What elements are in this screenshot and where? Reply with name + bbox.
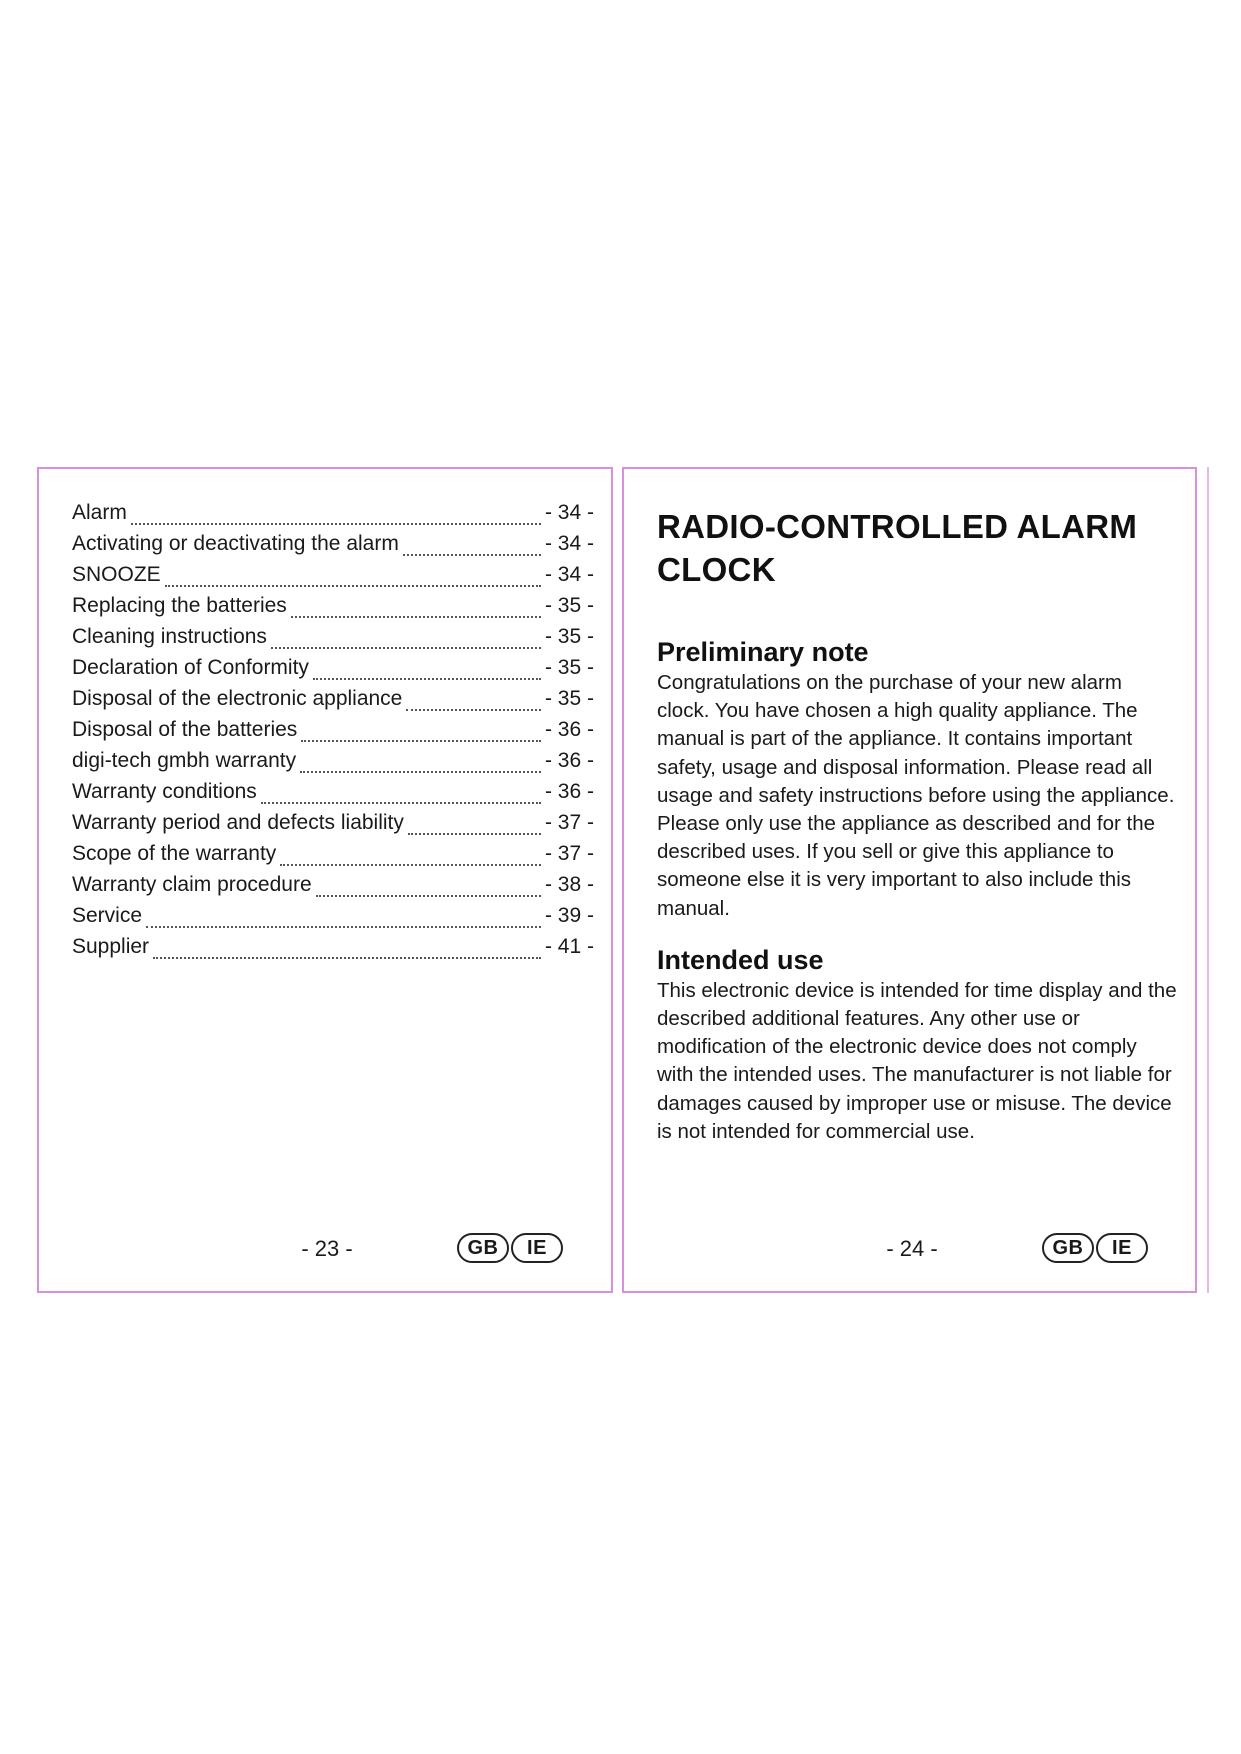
section-text-preliminary-note: Congratulations on the purchase of your new alarm clock. You have chosen a high quality appliance. The manual is part of the appliance. It contains important safety, usage and disposal information. Please read all usage and safety instructions before using the appliance. Please only use the appliance as described and for the described uses. If you sell or give this appliance to someone else it is very important to also include this manual.: [657, 671, 1175, 920]
toc-entry-page: - 38 -: [544, 873, 594, 896]
toc-entry-page: - 39 -: [544, 904, 594, 927]
toc-entry[interactable]: [72, 873, 594, 904]
toc-entry-page: - 37 -: [544, 842, 594, 865]
toc-entry-title: Disposal of the batteries: [72, 718, 298, 741]
toc-leader-dots: [408, 833, 541, 835]
toc-entry[interactable]: [72, 842, 594, 873]
country-badge-gb: GB: [457, 1233, 509, 1263]
toc-entry-title: Warranty conditions: [72, 780, 257, 803]
toc-leader-dots: [153, 957, 541, 959]
toc-leader-dots: [300, 771, 541, 773]
toc-entry-page: - 36 -: [544, 718, 594, 741]
toc-leader-dots: [271, 647, 541, 649]
page-footer: [39, 1233, 611, 1267]
toc-leader-dots: [146, 926, 541, 928]
toc-entry-page: - 41 -: [544, 935, 594, 958]
toc-entry-title: Alarm: [72, 501, 127, 524]
toc-entry-page: - 36 -: [544, 749, 594, 772]
toc-entry-page: - 37 -: [544, 811, 594, 834]
toc-leader-dots: [291, 616, 541, 618]
toc-entry[interactable]: [72, 935, 594, 966]
toc-leader-dots: [131, 523, 541, 525]
toc-entry[interactable]: [72, 718, 594, 749]
toc-entry-page: - 34 -: [544, 532, 594, 555]
toc-leader-dots: [403, 554, 541, 556]
toc-leader-dots: [301, 740, 541, 742]
toc-entry[interactable]: [72, 780, 594, 811]
toc-entry-page: - 35 -: [544, 687, 594, 710]
table-of-contents: [72, 501, 594, 966]
toc-entry[interactable]: [72, 563, 594, 594]
toc-entry-title: Warranty period and defects liability: [72, 811, 404, 834]
country-badges: [1042, 1233, 1148, 1263]
page-number: - 24 -: [886, 1236, 938, 1261]
country-badge-ie: IE: [511, 1233, 563, 1263]
toc-entry[interactable]: [72, 687, 594, 718]
toc-entry-title: Cleaning instructions: [72, 625, 267, 648]
toc-leader-dots: [165, 585, 541, 587]
toc-leader-dots: [261, 802, 541, 804]
toc-entry[interactable]: [72, 904, 594, 935]
toc-entry-page: - 35 -: [544, 625, 594, 648]
left-page: [37, 467, 613, 1293]
toc-entry-title: Scope of the warranty: [72, 842, 277, 865]
section-heading-intended-use: Intended use: [657, 944, 824, 975]
toc-entry-page: - 35 -: [544, 656, 594, 679]
toc-entry-title: Service: [72, 904, 143, 927]
toc-entry[interactable]: [72, 625, 594, 656]
country-badge-ie: IE: [1096, 1233, 1148, 1263]
toc-entry-page: - 35 -: [544, 594, 594, 617]
section-heading-preliminary-note: Preliminary note: [657, 637, 869, 667]
toc-entry[interactable]: [72, 811, 594, 842]
toc-entry[interactable]: [72, 749, 594, 780]
toc-entry-title: Declaration of Conformity: [72, 656, 309, 679]
toc-entry[interactable]: [72, 656, 594, 687]
country-badge-gb: GB: [1042, 1233, 1094, 1263]
toc-entry-title: SNOOZE: [72, 563, 161, 586]
toc-entry-title: Activating or deactivating the alarm: [72, 532, 399, 555]
toc-entry[interactable]: [72, 501, 594, 532]
toc-entry-page: - 36 -: [544, 780, 594, 803]
toc-entry-title: digi-tech gmbh warranty: [72, 749, 297, 772]
page-number: - 23 -: [301, 1236, 353, 1261]
toc-entry-title: Replacing the batteries: [72, 594, 287, 617]
section-text-intended-use: This electronic device is intended for time display and the described additional features. Any other use or modification of the electronic device does not comply with the intended uses. The manufacturer is not liable for damages caused by improper use or misuse. The device is not intended for commercial use.: [657, 978, 1177, 1143]
toc-entry-page: - 34 -: [544, 563, 594, 586]
page-footer: [624, 1233, 1195, 1267]
toc-entry[interactable]: [72, 594, 594, 625]
right-page: [622, 467, 1197, 1293]
toc-leader-dots: [406, 709, 541, 711]
toc-entry-page: - 34 -: [544, 501, 594, 524]
page-content: [657, 505, 1177, 1146]
toc-entry-title: Supplier: [72, 935, 150, 958]
next-page-edge: [1207, 467, 1209, 1293]
toc-entry-title: Disposal of the electronic appliance: [72, 687, 403, 710]
toc-entry[interactable]: [72, 532, 594, 563]
country-badges: [457, 1233, 563, 1263]
document-title: RADIO-CONTROLLED ALARM CLOCK: [657, 508, 1138, 588]
toc-leader-dots: [313, 678, 541, 680]
toc-leader-dots: [316, 895, 541, 897]
toc-entry-title: Warranty claim procedure: [72, 873, 312, 896]
toc-leader-dots: [280, 864, 541, 866]
